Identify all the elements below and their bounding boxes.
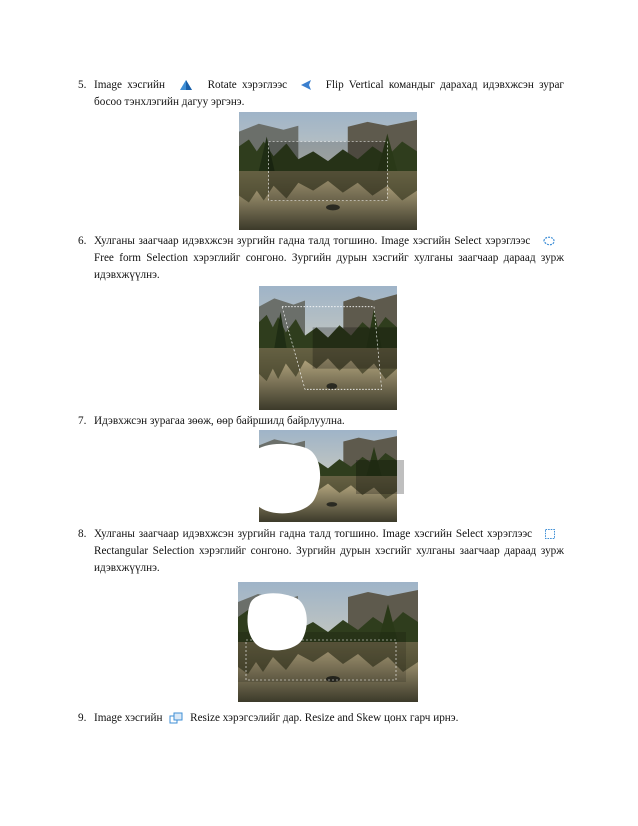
step-text: Image хэсгийн Resize хэрэгсэлийг дар. Resize and Skew цонх гарч ирнэ. <box>94 712 459 724</box>
step-number: 9. <box>78 712 87 724</box>
flip-vertical-icon <box>300 79 312 91</box>
step-number: 8. <box>78 528 87 540</box>
screenshot-rectangular-selection <box>238 582 418 702</box>
free-form-selection-icon <box>542 235 556 247</box>
step-number: 5. <box>78 79 87 91</box>
step-9 <box>78 710 564 727</box>
step-5 <box>78 77 565 111</box>
screenshot-moved-selection <box>238 430 418 522</box>
step-7 <box>78 413 564 430</box>
step-8 <box>78 526 564 577</box>
step-text: Хулганы заагчаар идэвхжсэн зургийн гадна талд тогшино. Image хэсгийн Select хэрэглээс Rectangular Selection хэрэглийг сонгоно. Зургийн дурын хэсгийг хулганы заагчаар дараад зурж идэвхжүүлнэ. <box>94 528 564 574</box>
screenshot-free-form-selection <box>259 286 397 410</box>
step-text: Хулганы заагчаар идэвхжсэн зургийн гадна талд тогшино. Image хэсгийн Select хэрэглээс Free form Selection хэрэглийг сонгоно. Зургийн дурын хэсгийг хулганы заагчаар дараад зурж идэвхжүүлнэ. <box>94 235 564 281</box>
rectangular-selection-icon <box>544 528 556 540</box>
step-number: 7. <box>78 415 87 427</box>
rotate-icon <box>178 78 194 92</box>
step-text: Идэвхжсэн зурагаа зөөж, өөр байршилд байрлуулна. <box>94 415 345 427</box>
resize-icon <box>169 712 183 724</box>
step-number: 6. <box>78 235 87 247</box>
step-6 <box>78 233 564 284</box>
step-text: Image хэсгийн Rotate хэрэглээс Flip Vertical командыг дарахад идэвхжсэн зураг босоо тэнхлэгийн дагуу эргэнэ. <box>94 79 565 108</box>
screenshot-flipped-image <box>239 112 417 230</box>
